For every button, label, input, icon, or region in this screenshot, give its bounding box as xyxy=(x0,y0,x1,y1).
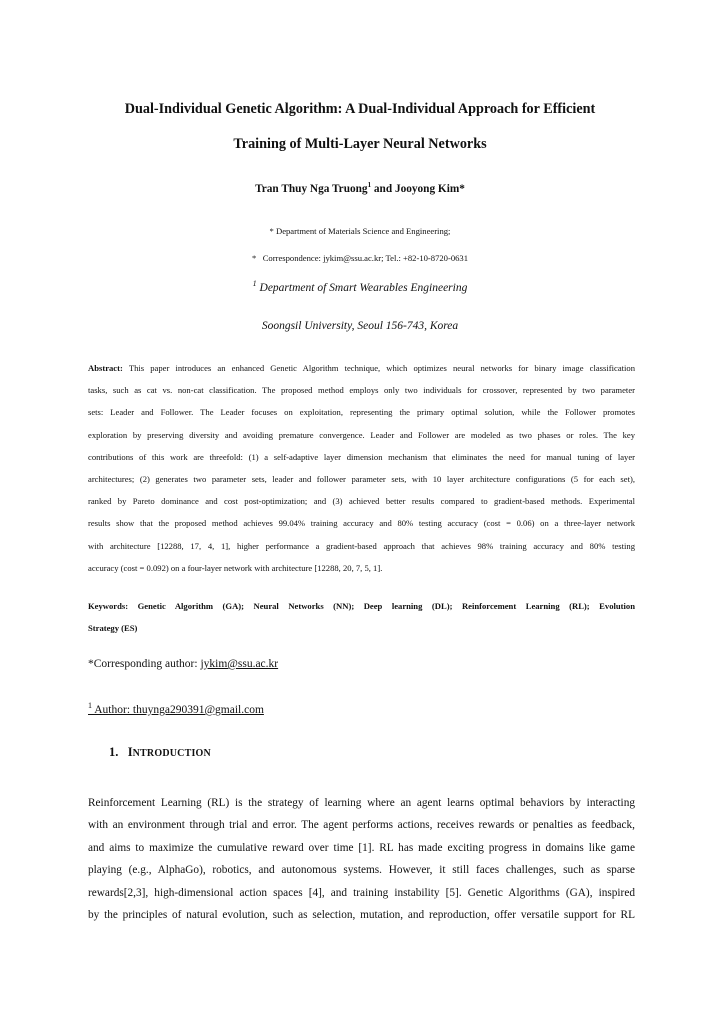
abstract-line: with architecture [12288, 17, 4, 1], higher performance a gradient-based approach that achieves 98% training accuracy and 80% testing xyxy=(88,540,635,551)
keywords-line: Keywords: Genetic Algorithm (GA); Neural Networks (NN); Deep learning (DL); Reinforcement Learning (RL); Evolution xyxy=(88,601,635,611)
abstract-line: architectures; (2) generates two parameter sets, leader and follower parameter sets, with 10 layer architecture configurations (5 for each set), xyxy=(88,474,635,485)
paragraph-line: with an environment through trial and error. The agent performs actions, receives rewards or penalties as feedback, xyxy=(88,819,635,832)
introduction-paragraph xyxy=(88,792,635,926)
section-heading-introduction xyxy=(109,745,211,760)
paragraph-line: Reinforcement Learning (RL) is the strategy of learning where an agent learns optimal behaviors by interacting xyxy=(88,797,635,809)
affiliation-smart-wearables xyxy=(0,279,720,294)
paragraph-line: playing (e.g., AlphaGo), robotics, and autonomous systems. However, it still faces challenges, such as sparse xyxy=(88,864,635,877)
paragraph-line: rewards[2,3], high-dimensional action spaces [4], and training instability [5]. Genetic Algorithms (GA), inspired xyxy=(88,886,635,899)
author-affiliation-marker: 1 xyxy=(367,181,372,189)
author-name: Jooyong Kim* xyxy=(394,182,465,195)
abstract-block xyxy=(88,357,635,579)
abstract-line: exploration by preserving diversity and avoiding premature convergence. Leader and Follower are modeled as two phases or roles. The key xyxy=(88,429,635,440)
keywords-line: Strategy (ES) xyxy=(88,623,138,634)
author-name: Tran Thuy Nga Truong xyxy=(255,182,368,195)
abstract-line: Abstract: This paper introduces an enhanced Genetic Algorithm technique, which optimizes neural networks for binary image classification xyxy=(88,363,635,373)
author-email-link[interactable]: $^1$ Author: thuynga290391@gmail.com xyxy=(88,701,264,716)
abstract-line: accuracy (cost = 0.092) on a four-layer network with architecture [12288, 20, 7, 5, 1]. xyxy=(88,562,383,573)
corresponding-author-label: *Corresponding author: xyxy=(88,658,201,670)
abstract-line: sets: Leader and Follower. The Leader focuses on exploitation, representing the primary optimal solution, while the Follower promotes xyxy=(88,407,635,418)
author-connector: and xyxy=(371,182,395,195)
keywords-block xyxy=(88,595,635,639)
paper-title-line-2: Training of Multi-Layer Neural Networks xyxy=(233,136,487,152)
abstract-line: results show that the proposed method achieves 99.04% training accuracy and 80% testing accuracy (cost = 0.06) on a three-layer network xyxy=(88,518,635,529)
footnote-marker: 1 xyxy=(88,701,92,710)
paper-title-line-1: Dual-Individual Genetic Algorithm: A Dual-Individual Approach for Efficient xyxy=(124,101,596,117)
corresponding-author xyxy=(88,658,278,670)
abstract-line: contributions of this work are threefold: (1) a self-adaptive layer dimension mechanism that eliminates the need for manual tuning of layer xyxy=(88,451,635,462)
paragraph-line: by the principles of natural evolution, such as selection, mutation, and reproduction, offer versatile support for RL xyxy=(88,909,635,922)
section-title-initial: I xyxy=(127,745,133,759)
author-list xyxy=(0,181,720,195)
abstract-line: tasks, such as cat vs. non-cat classification. The proposed method employs only two individuals for crossover, represented by two parameter xyxy=(88,385,635,396)
university-line: Soongsil University, Seoul 156-743, Korea xyxy=(261,320,459,332)
section-number: 1. xyxy=(109,745,119,759)
author-footnote xyxy=(88,701,264,716)
paragraph-line: and aims to maximize the cumulative reward over time [1]. RL has made exciting progress in domains like game xyxy=(88,841,635,854)
corresponding-email-link[interactable]: jykim@ssu.ac.kr xyxy=(200,658,279,670)
affiliation-text: Department of Smart Wearables Engineering xyxy=(256,281,468,294)
section-title-rest: NTRODUCTION xyxy=(132,748,211,759)
abstract-line: ranked by Pareto dominance and cost post-optimization; and (3) achieved better results compared to gradient-based methods. Experimental xyxy=(88,496,635,507)
correspondence-line: * Correspondence: jykim@ssu.ac.kr; Tel.: +82-10-8720-0631 xyxy=(251,253,469,263)
affiliation-marker: 1 xyxy=(252,279,257,288)
affiliation-materials: * Department of Materials Science and Engineering; xyxy=(269,226,451,236)
abstract-label: Abstract: xyxy=(88,363,123,373)
